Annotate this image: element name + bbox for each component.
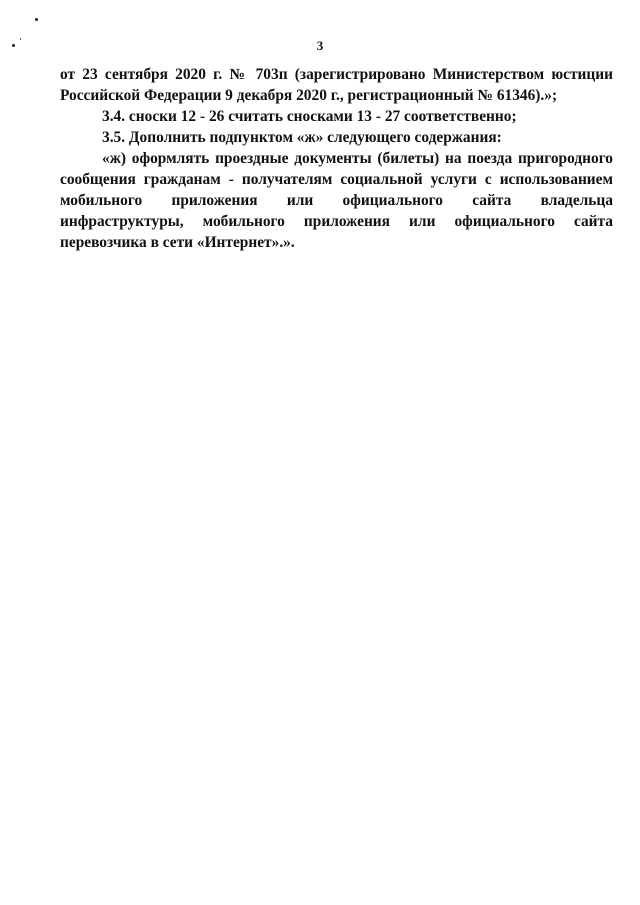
paragraph-1: от 23 сентября 2020 г. № 703п (зарегистрировано Министерством юстиции Российской Федерации 9 декабря 2020 г., регистрационный № 61346).»; xyxy=(60,66,613,104)
document-body xyxy=(60,64,613,253)
paragraph-3: 3.5. Дополнить подпунктом «ж» следующего содержания: xyxy=(102,129,502,146)
paragraph-4: «ж) оформлять проездные документы (билеты) на поезда пригородного сообщения гражданам - получателям социальной услуги с использованием мобильного приложения или официального сайта владельца инфраструктуры, мобильного приложения или официального сайта перевозчика в сети «Интернет».». xyxy=(60,150,613,251)
page-number: 3 xyxy=(316,38,324,53)
paragraph-2: 3.4. сноски 12 - 26 считать сносками 13 - 27 соответственно; xyxy=(102,108,517,125)
scan-speck xyxy=(35,18,38,21)
